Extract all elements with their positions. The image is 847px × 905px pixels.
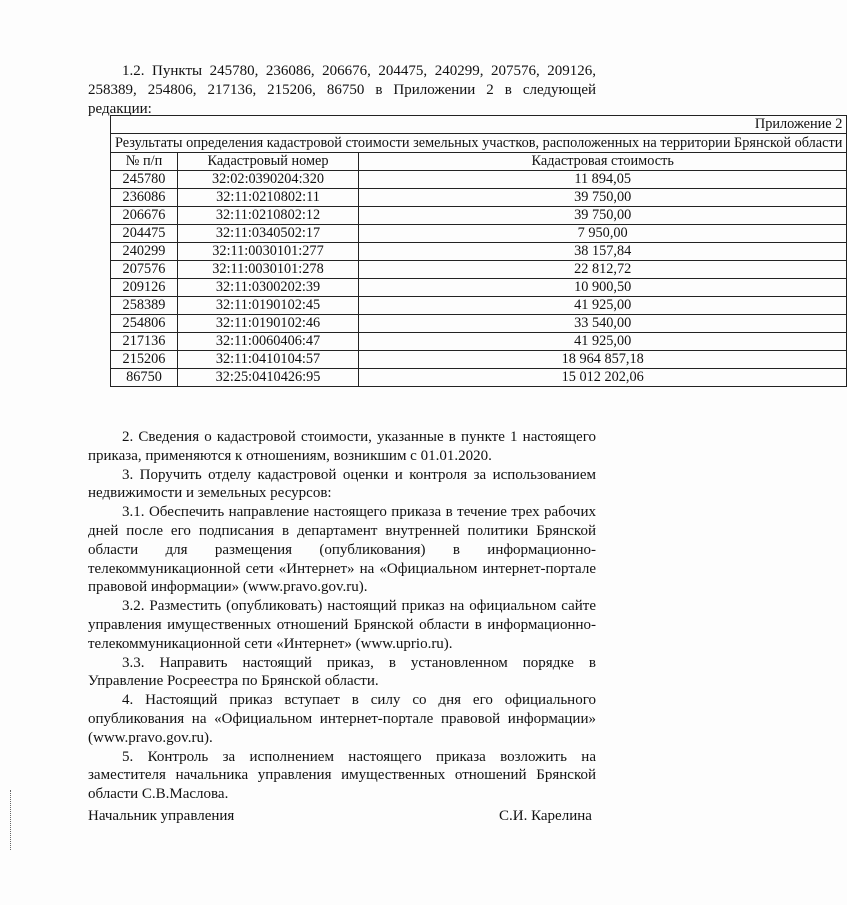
cell-cadastral-cost: 18 964 857,18 (359, 351, 847, 369)
cell-cadastral-cost: 38 157,84 (359, 243, 847, 261)
table-row (111, 369, 847, 387)
cell-cadastral-cost: 39 750,00 (359, 207, 847, 225)
cell-cadastral-number: 32:11:0190102:45 (178, 297, 359, 315)
cell-number: 206676 (111, 207, 178, 225)
paragraph-3-3: 3.3. Направить настоящий приказ, в установленном порядке в Управление Росреестра по Брянской области. (88, 654, 596, 690)
cell-number: 209126 (111, 279, 178, 297)
body-text (88, 428, 596, 804)
header-cadastral-cost: Кадастровая стоимость (359, 153, 847, 171)
table-row (111, 315, 847, 333)
cell-cadastral-number: 32:02:0390204:320 (178, 171, 359, 189)
cell-cadastral-cost: 7 950,00 (359, 225, 847, 243)
cell-cadastral-cost: 15 012 202,06 (359, 369, 847, 387)
cell-number: 217136 (111, 333, 178, 351)
cell-number: 215206 (111, 351, 178, 369)
cell-number: 245780 (111, 171, 178, 189)
table-row (111, 297, 847, 315)
paragraph-3-1: 3.1. Обеспечить направление настоящего приказа в течение трех рабочих дней после его подписания в департамент внутренней политики Брянской области для размещения (опубликования) в информационно-телекоммуникационной сети «Интернет» на «Официальном интернет-портале правовой информации» (www.pravo.gov.ru). (88, 504, 596, 596)
cell-cadastral-cost: 11 894,05 (359, 171, 847, 189)
cell-cadastral-number: 32:11:0030101:278 (178, 261, 359, 279)
cell-cadastral-number: 32:11:0060406:47 (178, 333, 359, 351)
appendix-row (111, 116, 847, 134)
table-row (111, 351, 847, 369)
table-row (111, 333, 847, 351)
signature-name: С.И. Карелина (499, 808, 592, 824)
cell-number: 254806 (111, 315, 178, 333)
table-row (111, 207, 847, 225)
table-row (111, 243, 847, 261)
cell-cadastral-cost: 10 900,50 (359, 279, 847, 297)
cell-number: 86750 (111, 369, 178, 387)
cell-cadastral-number: 32:11:0190102:46 (178, 315, 359, 333)
paragraph-2: 2. Сведения о кадастровой стоимости, указанные в пункте 1 настоящего приказа, применяются к отношениям, возникшим с 01.01.2020. (88, 429, 596, 464)
appendix-label: Приложение 2 (111, 116, 847, 134)
cell-cadastral-number: 32:11:0030101:277 (178, 243, 359, 261)
cell-cadastral-cost: 39 750,00 (359, 189, 847, 207)
cell-cadastral-cost: 33 540,00 (359, 315, 847, 333)
cell-cadastral-cost: 41 925,00 (359, 333, 847, 351)
table-row (111, 279, 847, 297)
cell-number: 258389 (111, 297, 178, 315)
header-number: № п/п (111, 153, 178, 171)
header-cadastral-number: Кадастровый номер (178, 153, 359, 171)
cell-number: 236086 (111, 189, 178, 207)
cadastral-table (110, 115, 847, 387)
cell-cadastral-number: 32:11:0210802:12 (178, 207, 359, 225)
paragraph-3-2: 3.2. Разместить (опубликовать) настоящий приказ на официальном сайте управления имущественных отношений Брянской области в информационно-телекоммуникационной сети «Интернет» (www.uprio.ru). (88, 598, 596, 652)
paragraph-5: 5. Контроль за исполнением настоящего приказа возложить на заместителя начальника управления имущественных отношений Брянской области С.В.Маслова. (88, 748, 596, 803)
cell-cadastral-cost: 41 925,00 (359, 297, 847, 315)
paragraph-4: 4. Настоящий приказ вступает в силу со дня его официального опубликования на «Официальном интернет-портале правовой информации» (www.pravo.gov.ru). (88, 692, 596, 746)
cell-cadastral-number: 32:11:0410104:57 (178, 351, 359, 369)
table-row (111, 261, 847, 279)
cell-cadastral-number: 32:11:0210802:11 (178, 189, 359, 207)
cell-number: 204475 (111, 225, 178, 243)
cell-cadastral-number: 32:11:0340502:17 (178, 225, 359, 243)
signature-position: Начальник управления (88, 808, 235, 824)
cell-number: 240299 (111, 243, 178, 261)
paragraph-3: 3. Поручить отделу кадастровой оценки и контроля за использованием недвижимости и земельных ресурсов: (88, 466, 596, 502)
table-row (111, 171, 847, 189)
cell-cadastral-cost: 22 812,72 (359, 261, 847, 279)
table-title-row (111, 134, 847, 153)
table-title: Результаты определения кадастровой стоимости земельных участков, расположенных на территории Брянской области (111, 134, 847, 153)
cell-cadastral-number: 32:25:0410426:95 (178, 369, 359, 387)
cell-cadastral-number: 32:11:0300202:39 (178, 279, 359, 297)
table-row (111, 189, 847, 207)
intro-paragraph: 1.2. Пункты 245780, 236086, 206676, 204475, 240299, 207576, 209126, 258389, 254806, 217136, 215206, 86750 в Приложении 2 в следующей редакции: (88, 63, 596, 117)
cell-number: 207576 (111, 261, 178, 279)
scan-edge-mark (10, 790, 13, 850)
table-row (111, 225, 847, 243)
table-header-row (111, 153, 847, 171)
